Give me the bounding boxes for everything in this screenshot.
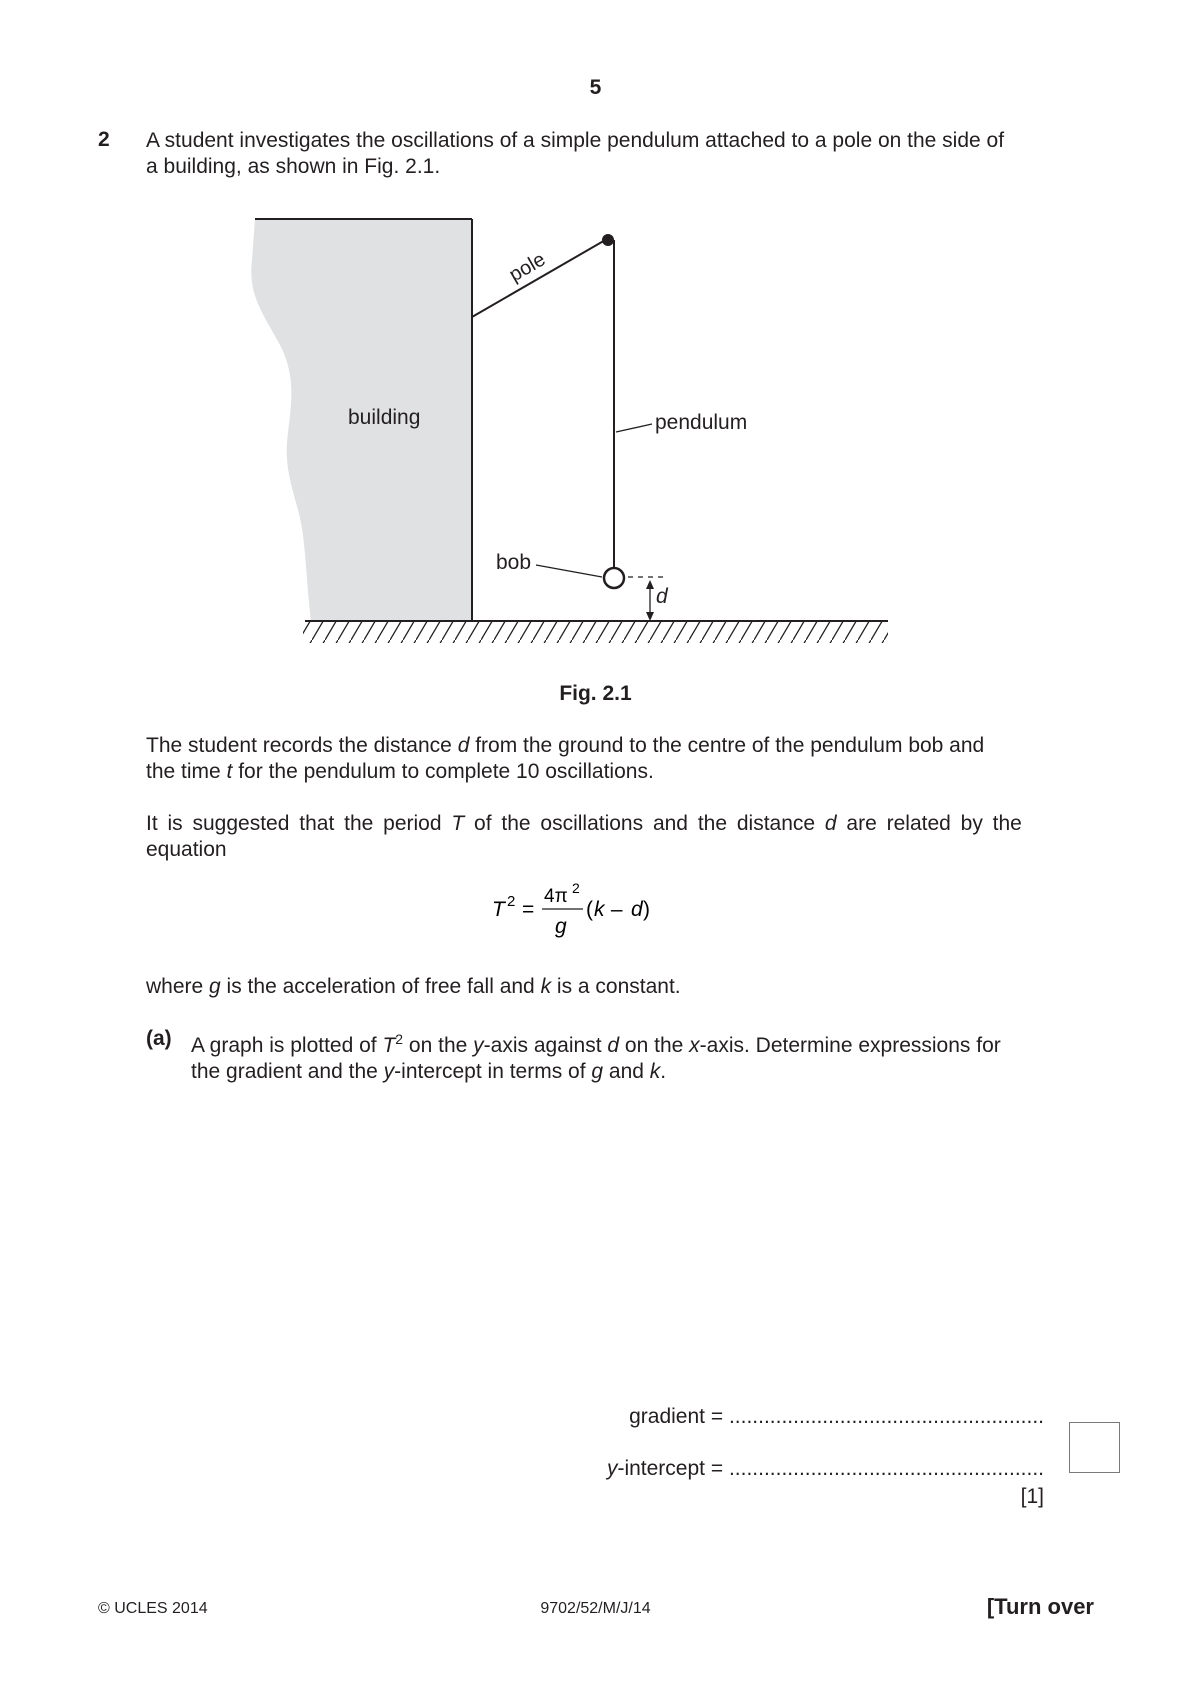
turn-over: [Turn over [986,1594,1094,1619]
pivot [602,234,614,246]
y-intercept-var: y [606,1457,618,1480]
svg-text:4π: 4π [544,886,568,907]
question-number: 2 [98,128,110,151]
part-a-label: (a) [146,1027,172,1050]
paper-code: 9702/52/M/J/14 [540,1600,651,1617]
svg-text:–: – [605,898,629,921]
paragraph-3: where g is the acceleration of free fall and k is a constant. [146,975,681,998]
svg-text:2: 2 [507,893,516,910]
d-label: d [656,585,668,608]
bob-label: bob [496,551,532,574]
svg-text:d: d [631,898,643,921]
pendulum-bob [604,568,624,588]
intro-line-1: A student investigates the oscillations of a simple pendulum attached to a pole on the side of [146,129,1005,152]
svg-text:=: = [522,898,535,921]
gradient-dots: ...................................................... [728,1405,1044,1428]
intro-line-2: a building, as shown in Fig. 2.1. [146,155,441,178]
figure-caption: Fig. 2.1 [559,682,632,705]
y-intercept-dots: ...................................................... [728,1457,1044,1480]
paragraph-1: The student records the distance d from the ground to the centre of the pendulum bob and the time t for the pendulum to complete 10 oscillations. [146,734,985,783]
marks-label: [1] [1020,1485,1044,1508]
svg-text:g: g [555,915,567,938]
pendulum-label: pendulum [655,411,748,434]
pole-label: pole [505,248,550,287]
pendulum-figure [0,200,1191,660]
paragraph-2: It is suggested that the period T of the oscillations and the distance d are related by the equation [146,812,1022,861]
examiner-mark-box[interactable] [1069,1422,1120,1473]
svg-text:): ) [643,898,650,921]
part-a-text: A graph is plotted of $T^2$ on the y-axis against d on the x-axis. Determine expressions for the gradient and the y-intercept in terms of g and k. [191,1031,1001,1083]
svg-text:T: T [492,898,505,921]
y-intercept-label: -intercept = [617,1457,729,1480]
svg-text:2: 2 [572,880,580,896]
equation [0,880,1191,940]
page-number: 5 [589,76,602,99]
building-label: building [348,406,421,429]
gradient-label: gradient = [629,1405,729,1428]
svg-text:k: k [594,898,605,921]
svg-text:(: ( [586,898,593,921]
gradient-answer[interactable] [629,1405,1044,1429]
copyright: © UCLES 2014 [98,1600,208,1617]
y-intercept-answer[interactable] [607,1457,1044,1481]
question-intro [146,128,1046,180]
ground-hatching [303,622,888,643]
